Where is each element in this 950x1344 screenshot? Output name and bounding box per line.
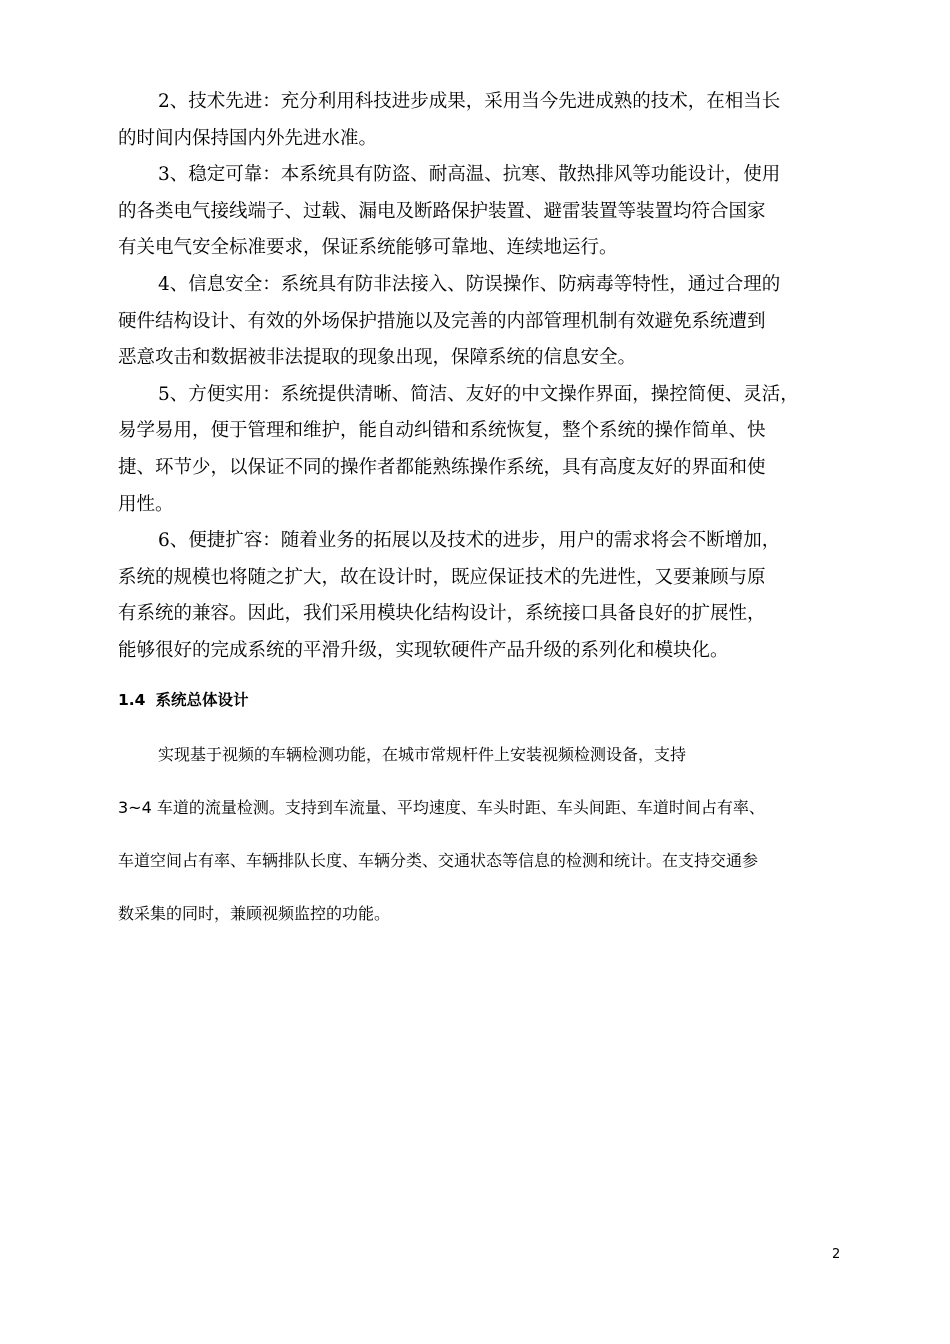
paragraph-stable-reliable — [118, 157, 858, 267]
section-title: 系统总体设计 — [155, 690, 249, 709]
paragraph-line: 的各类电气接线端子、过载、漏电及断路保护装置、避雷装置等装置均符合国家 — [118, 200, 766, 222]
paragraph-line: 用性。 — [118, 493, 174, 515]
paragraph-line: 实现基于视频的车辆检测功能，在城市常规杆件上安装视频检测设备，支持 — [158, 744, 687, 764]
document-body — [118, 84, 858, 940]
paragraph-line: 5、方便实用：系统提供清晰、简洁、友好的中文操作界面，操控简便、灵活， — [158, 383, 799, 405]
paragraph-line: 能够很好的完成系统的平滑升级，实现软硬件产品升级的系列化和模块化。 — [118, 639, 729, 661]
section-number: 1.4 — [118, 690, 146, 709]
paragraph-technology-advanced — [118, 84, 858, 157]
paragraph-line: 数采集的同时，兼顾视频监控的功能。 — [118, 903, 391, 923]
paragraph-line: 有系统的兼容。因此，我们采用模块化结构设计，系统接口具备良好的扩展性， — [118, 603, 766, 625]
paragraph-line: 3、稳定可靠：本系统具有防盗、耐高温、抗寒、散热排风等功能设计，使用 — [158, 164, 781, 186]
paragraph-line: 6、便捷扩容：随着业务的拓展以及技术的进步，用户的需求将会不断增加， — [158, 530, 781, 552]
paragraph-line: 易学易用，便于管理和维护，能自动纠错和系统恢复，整个系统的操作简单、快 — [118, 420, 766, 442]
paragraph-line: 3~4 车道的流量检测。支持到车流量、平均速度、车头时距、车头间距、车道时间占有率、 — [118, 797, 765, 817]
section-paragraph — [118, 728, 858, 940]
paragraph-convenient-practical — [118, 377, 858, 523]
paragraph-line: 车道空间占有率、车辆排队长度、车辆分类、交通状态等信息的检测和统计。在支持交通参 — [118, 850, 759, 870]
paragraph-line: 恶意攻击和数据被非法提取的现象出现，保障系统的信息安全。 — [118, 347, 637, 369]
paragraph-line: 的时间内保持国内外先进水准。 — [118, 127, 378, 149]
paragraph-line: 2、技术先进：充分利用科技进步成果，采用当今先进成熟的技术，在相当长 — [158, 91, 781, 112]
paragraph-easy-expansion — [118, 523, 858, 669]
paragraph-line: 硬件结构设计、有效的外场保护措施以及完善的内部管理机制有效避免系统遭到 — [118, 310, 766, 332]
paragraph-line: 捷、环节少，以保证不同的操作者都能熟练操作系统，具有高度友好的界面和使 — [118, 456, 766, 478]
page-number: 2 — [832, 1247, 841, 1262]
section-heading — [118, 690, 858, 710]
paragraph-line: 4、信息安全：系统具有防非法接入、防误操作、防病毒等特性，通过合理的 — [158, 273, 781, 295]
paragraph-line: 系统的规模也将随之扩大，故在设计时，既应保证技术的先进性，又要兼顾与原 — [118, 566, 766, 588]
paragraph-information-security — [118, 267, 858, 377]
paragraph-line: 有关电气安全标准要求，保证系统能够可靠地、连续地运行。 — [118, 237, 618, 259]
